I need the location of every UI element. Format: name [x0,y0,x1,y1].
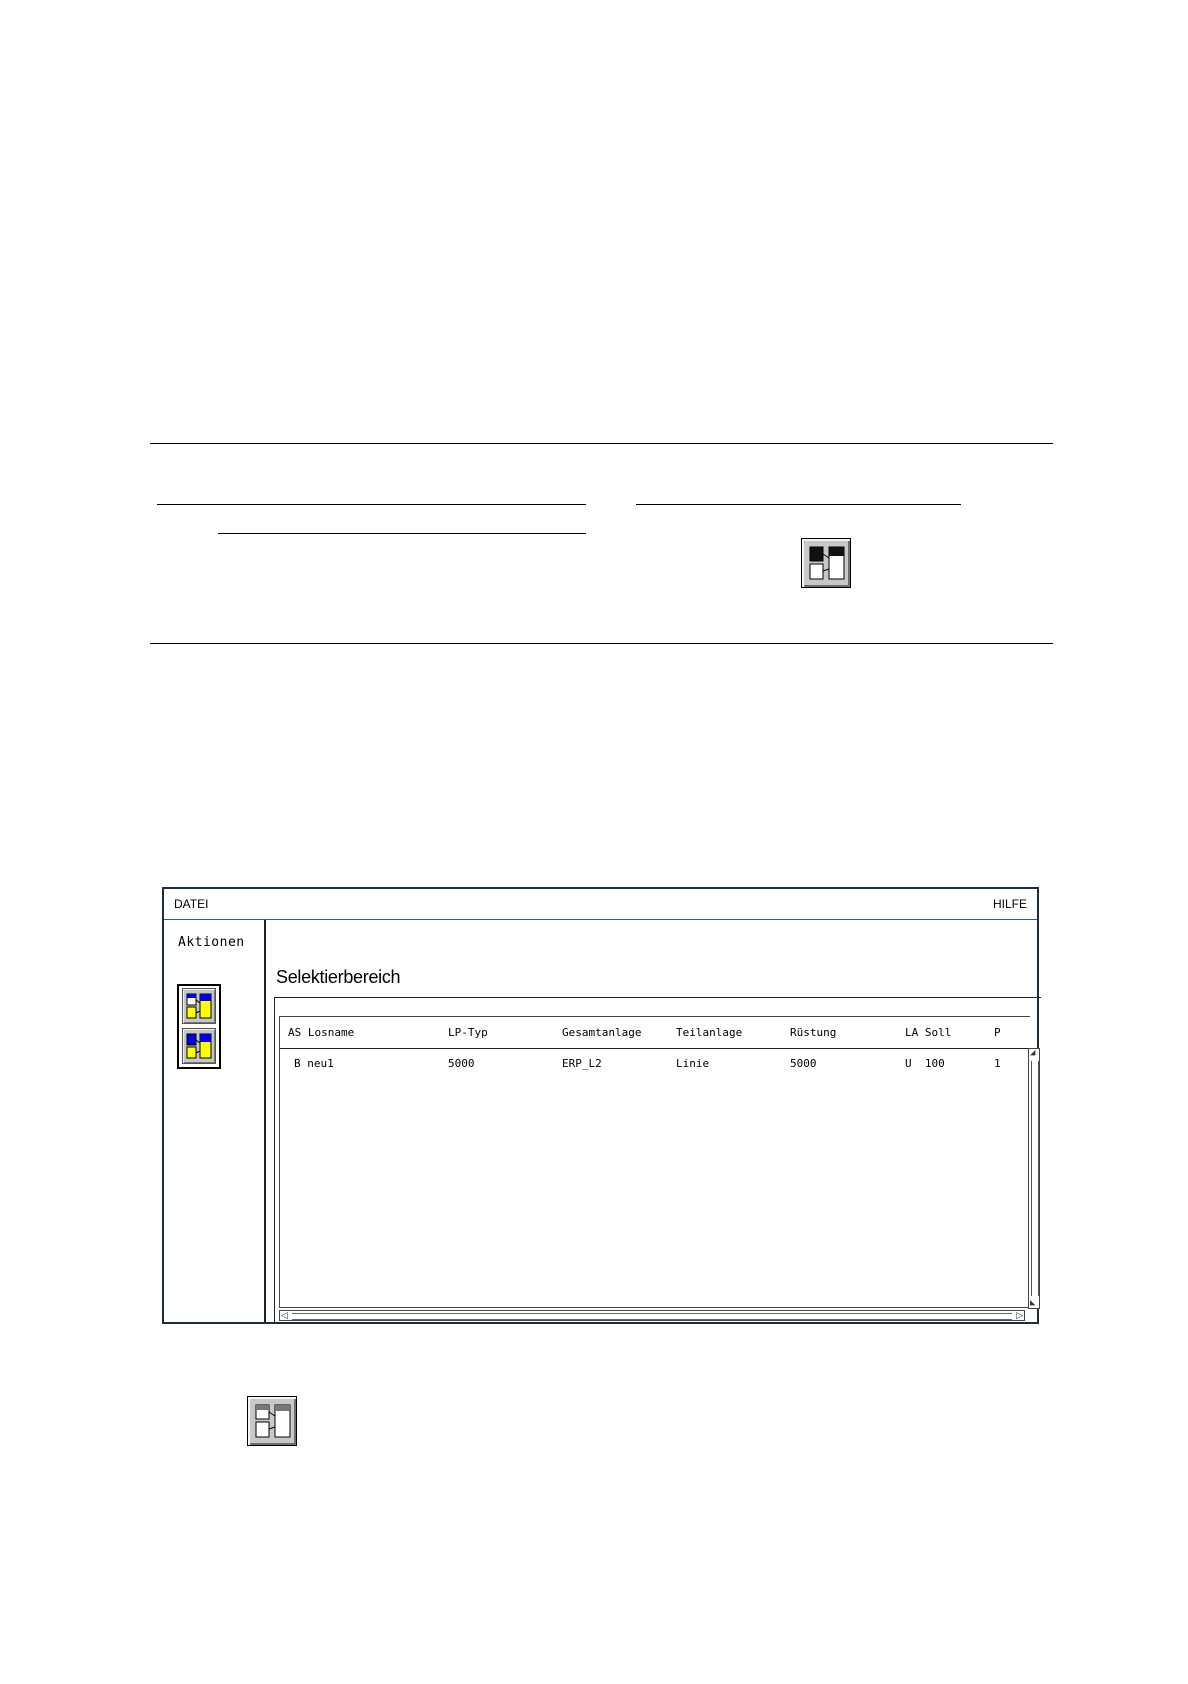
horizontal-scrollbar[interactable] [279,1310,1025,1321]
scroll-up-arrow-icon[interactable]: ◢ [1030,1048,1036,1058]
light-diagram-icon-button[interactable] [247,1396,297,1446]
menubar [164,889,1037,920]
column-header[interactable]: LA Soll [905,1026,952,1039]
scroll-left-arrow-icon[interactable]: ◁ [281,1310,288,1320]
column-header[interactable]: Teilanlage [676,1026,743,1039]
column-header[interactable]: Gesamtanlage [562,1026,642,1039]
cell-p: 1 [994,1057,1001,1070]
divider-left-line-2 [218,533,586,534]
dark-diagram-icon [808,544,846,582]
light-diagram-icon [254,1402,292,1440]
column-header[interactable]: P [994,1026,1001,1039]
cell-la-soll: U 100 [905,1057,945,1070]
app-window [162,887,1039,1324]
column-header[interactable]: LP-Typ [448,1026,488,1039]
vertical-scroll-thumb[interactable] [1031,1061,1039,1296]
divider-bottom [150,643,1053,644]
vertical-scrollbar[interactable] [1028,1048,1040,1309]
cell-lp-typ: 5000 [448,1057,475,1070]
diagram-blue-yellow-icon [185,992,213,1020]
cell-gesamtanlage: ERP_L2 [562,1057,602,1070]
action-button-stack [177,984,221,1069]
table-row[interactable] [280,1049,1030,1077]
selection-frame [274,997,1041,1324]
cell-ruestung: 5000 [790,1057,817,1070]
cell-teilanlage: Linie [676,1057,710,1070]
column-header[interactable]: Rüstung [790,1026,837,1039]
horizontal-scroll-thumb[interactable] [292,1313,1012,1320]
divider-left-line-1 [157,504,586,505]
list-header [280,1017,1030,1049]
scroll-right-arrow-icon[interactable]: ▷ [1016,1310,1023,1320]
action-button-2[interactable] [182,1028,216,1064]
section-title: Selektierbereich [276,967,401,987]
divider-top [150,443,1053,444]
menu-hilfe[interactable]: HILFE [992,897,1027,911]
selection-list [279,1016,1036,1308]
diagram-blue-yellow-icon [185,1032,213,1060]
aktionen-panel [164,920,266,1322]
cell-as-losname: B neu1 [294,1057,334,1070]
aktionen-label: Aktionen [178,935,245,950]
action-button-1[interactable] [182,988,216,1024]
menu-datei[interactable]: DATEI [174,897,209,911]
dark-diagram-icon-button[interactable] [801,538,851,588]
scroll-down-arrow-icon[interactable]: ◣ [1030,1298,1036,1308]
divider-right-line [636,504,961,505]
column-header[interactable]: AS Losname [288,1026,355,1039]
